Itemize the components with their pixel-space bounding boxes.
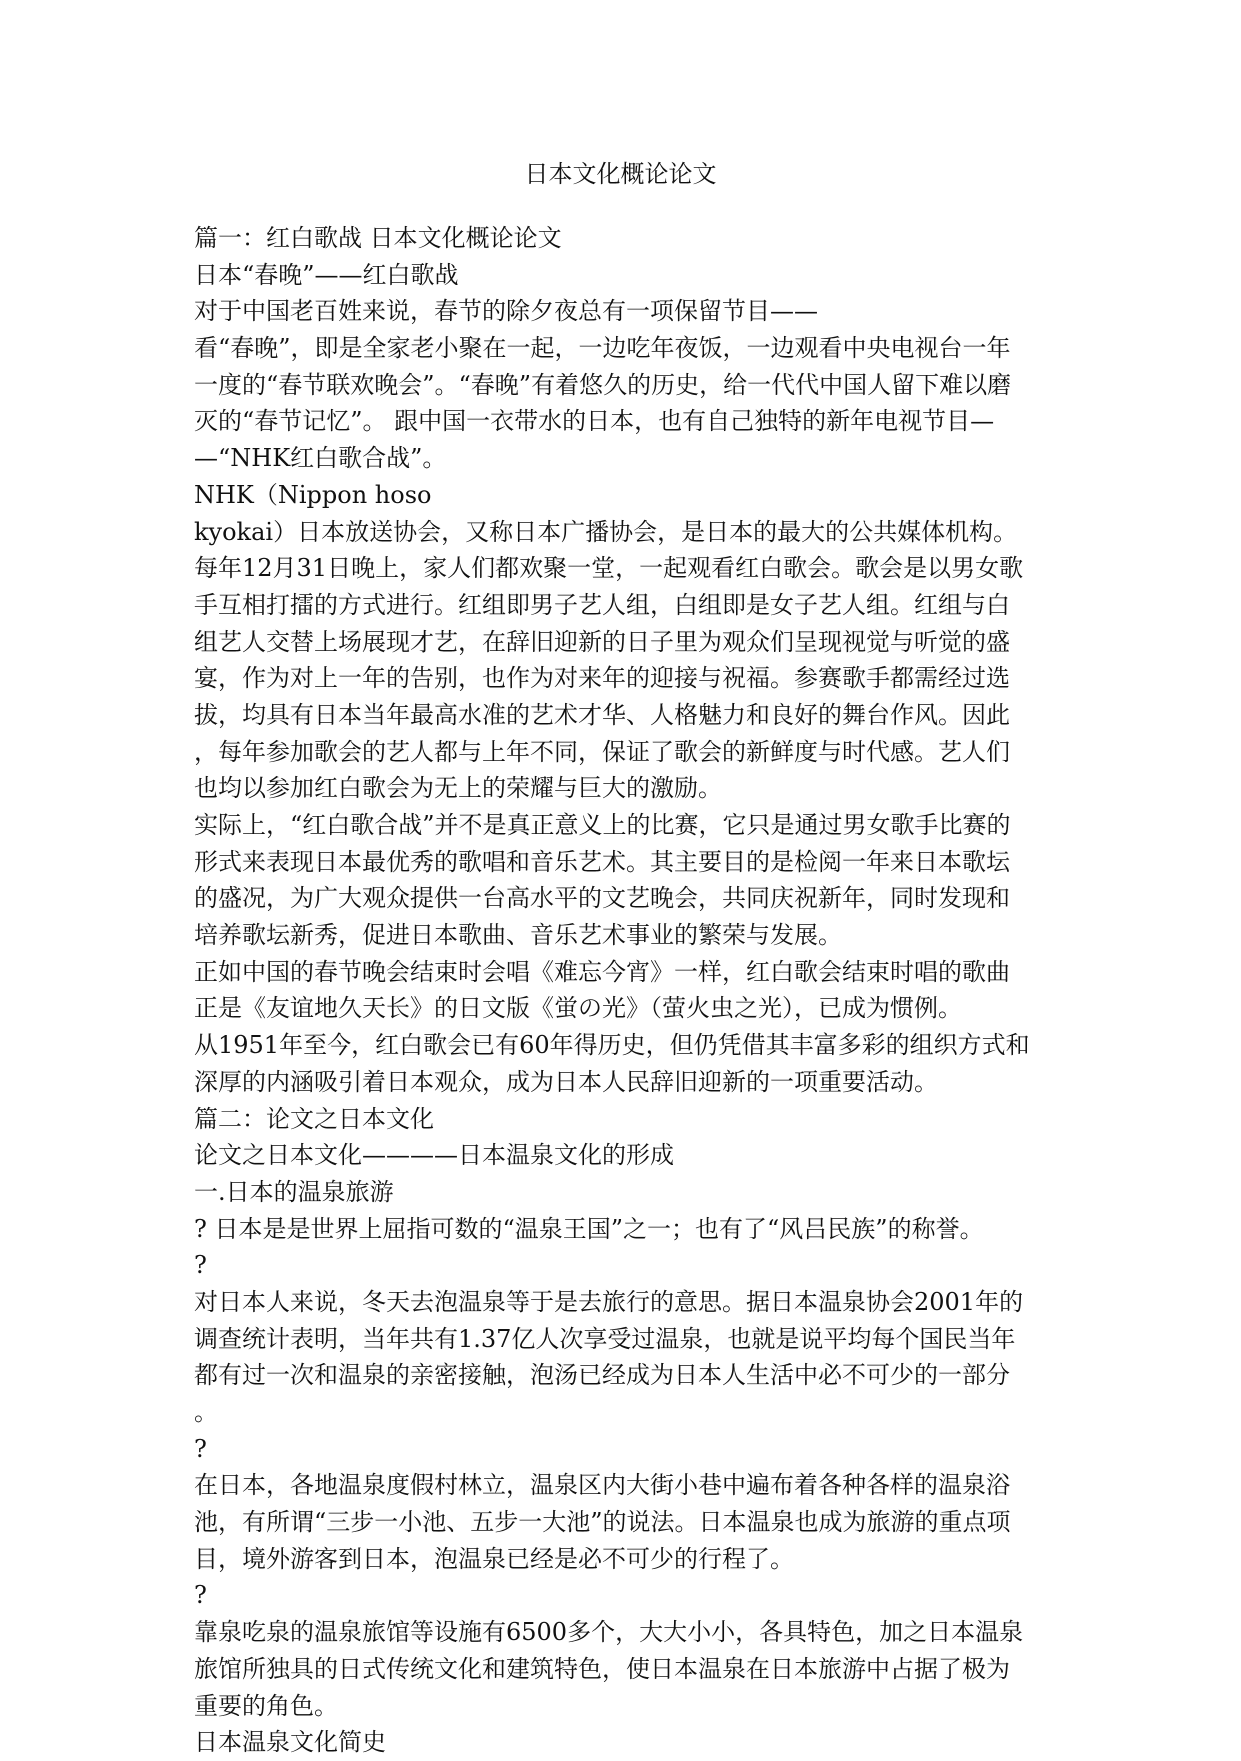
text-line: ? (194, 1251, 207, 1280)
text-line: 深厚的内涵吸引着日本观众，成为日本人民辞旧迎新的一项重要活动。 (194, 1067, 938, 1096)
text-line: —“NHK红白歌合战”。 (194, 444, 447, 473)
text-line: 宴，作为对上一年的告别，也作为对来年的迎接与祝福。参赛歌手都需经过选 (194, 664, 1010, 693)
text-line: 池，有所谓“三步一小池、五步一大池”的说法。日本温泉也成为旅游的重点项 (194, 1508, 1011, 1537)
text-line: 都有过一次和温泉的亲密接触，泡汤已经成为日本人生活中必不可少的一部分 (194, 1361, 1010, 1390)
text-line: 调查统计表明，当年共有1.37亿人次享受过温泉，也就是说平均每个国民当年 (194, 1324, 1016, 1353)
text-line: 旅馆所独具的日式传统文化和建筑特色，使日本温泉在日本旅游中占据了极为 (194, 1654, 1010, 1683)
text-line: 手互相打擂的方式进行。红组即男子艺人组，白组即是女子艺人组。红组与白 (194, 590, 1010, 619)
text-line: 看“春晚”，即是全家老小聚在一起，一边吃年夜饭，一边观看中央电视台一年 (194, 334, 1011, 363)
text-line: 目，境外游客到日本，泡温泉已经是必不可少的行程了。 (194, 1544, 794, 1573)
page-title: 日本文化概论论文 (524, 160, 717, 188)
text-line: kyokai）日本放送协会，又称日本广播协会，是日本的最大的公共媒体机构。 (194, 517, 1018, 546)
text-line: 拔，均具有日本当年最高水准的艺术才华、人格魅力和良好的舞台作风。因此 (194, 700, 1010, 729)
text-line: 也均以参加红白歌会为无上的荣耀与巨大的激励。 (194, 774, 722, 803)
text-line: 对于中国老百姓来说，春节的除夕夜总有一项保留节目—— (194, 297, 818, 326)
text-line: ，每年参加歌会的艺人都与上年不同，保证了歌会的新鲜度与时代感。艺人们 (194, 737, 1010, 766)
text-line: 日本“春晚”——红白歌战 (194, 260, 459, 289)
text-line: 篇一：红白歌战 日本文化概论论文 (194, 224, 562, 252)
text-line: 一.日本的温泉旅游 (194, 1177, 394, 1206)
text-line: 论文之日本文化————日本温泉文化的形成 (194, 1141, 674, 1170)
text-line: 的盛况，为广大观众提供一台高水平的文艺晚会，共同庆祝新年，同时发现和 (194, 884, 1010, 913)
document-body (194, 220, 1054, 1761)
text-line: ? (194, 1581, 207, 1610)
text-line: 一度的“春节联欢晚会”。“春晚”有着悠久的历史，给一代代中国人留下难以磨 (194, 370, 1012, 399)
text-line: 重要的角色。 (194, 1691, 338, 1720)
text-line: 对日本人来说，冬天去泡温泉等于是去旅行的意思。据日本温泉协会2001年的 (194, 1287, 1024, 1316)
text-line: 正是《友谊地久天长》的日文版《蛍の光》（萤火虫之光），已成为惯例。 (194, 994, 962, 1023)
text-line: 培养歌坛新秀，促进日本歌曲、音乐艺术事业的繁荣与发展。 (194, 921, 842, 950)
text-line: 灭的“春节记忆”。 跟中国一衣带水的日本，也有自己独特的新年电视节目— (194, 407, 995, 436)
text-line: 篇二：论文之日本文化 (194, 1104, 434, 1133)
text-line: 。 (194, 1398, 218, 1426)
text-line: 日本温泉文化简史 (194, 1728, 386, 1757)
text-line: 靠泉吃泉的温泉旅馆等设施有6500多个，大大小小，各具特色，加之日本温泉 (194, 1618, 1024, 1647)
text-line: NHK（Nippon hoso (194, 480, 432, 509)
text-line: 形式来表现日本最优秀的歌唱和音乐艺术。其主要目的是检阅一年来日本歌坛 (194, 847, 1010, 876)
text-line: 在日本，各地温泉度假村林立，温泉区内大街小巷中遍布着各种各样的温泉浴 (194, 1471, 1010, 1500)
text-line: ? (194, 1434, 207, 1463)
text-line: 组艺人交替上场展现才艺，在辞旧迎新的日子里为观众们呈现视觉与听觉的盛 (194, 627, 1010, 656)
text-line: 每年12月31日晚上，家人们都欢聚一堂，一起观看红白歌会。歌会是以男女歌 (194, 554, 1024, 583)
text-line: 实际上，“红白歌合战”并不是真正意义上的比赛，它只是通过男女歌手比赛的 (194, 811, 1011, 839)
text-line: 正如中国的春节晚会结束时会唱《难忘今宵》一样，红白歌会结束时唱的歌曲 (194, 957, 1010, 986)
text-line: 从1951年至今，红白歌会已有60年得历史，但仍凭借其丰富多彩的组织方式和 (194, 1031, 1030, 1060)
text-line: ? 日本是是世界上屈指可数的“温泉王国”之一；也有了“风吕民族”的称誉。 (194, 1214, 984, 1243)
